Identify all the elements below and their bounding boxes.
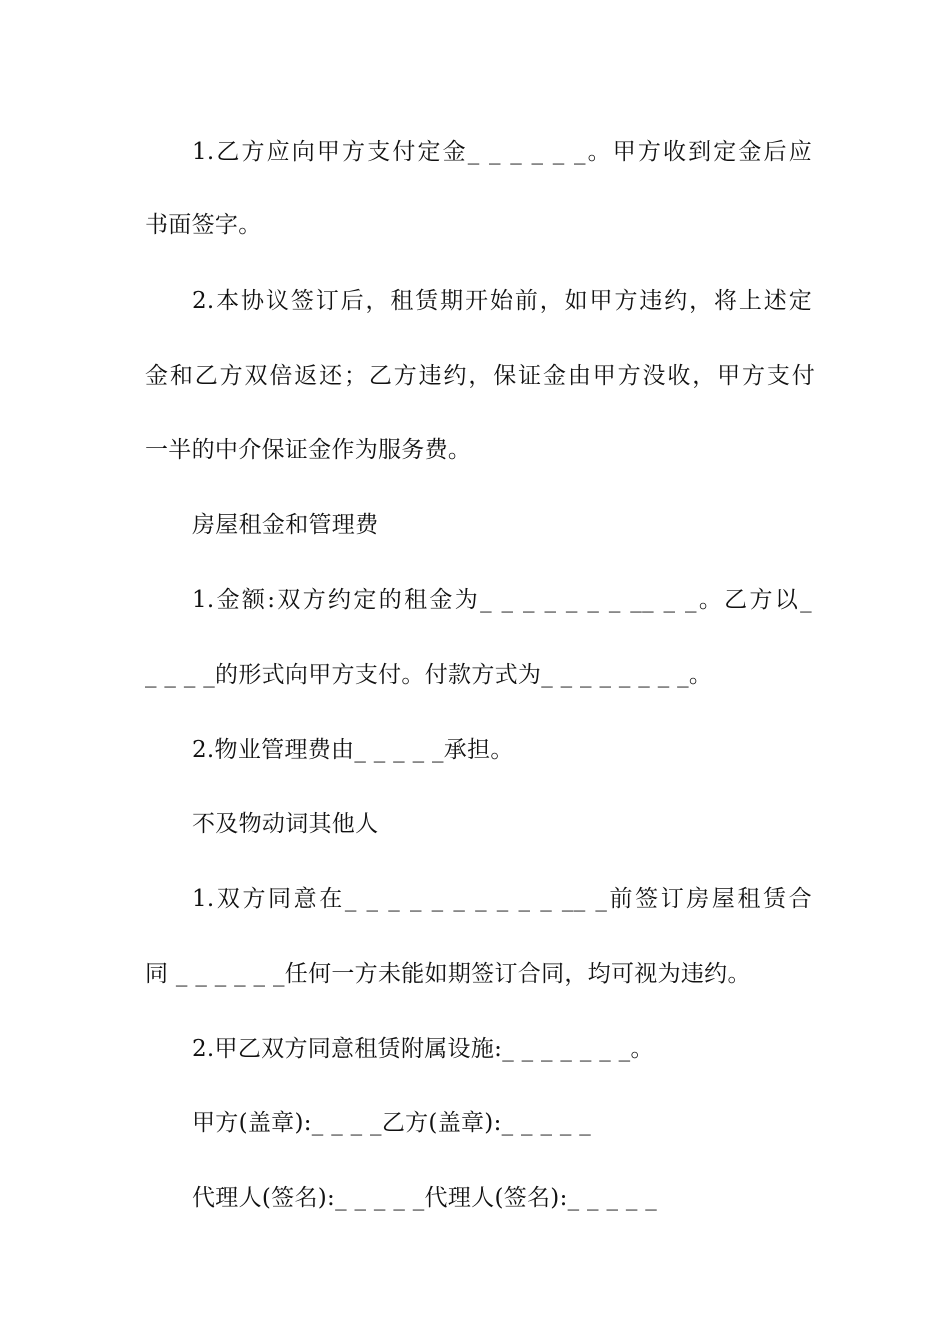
signature-agent-line: 代理人(签名):_ _ _ _ _代理人(签名):_ _ _ _ _ bbox=[192, 1185, 658, 1211]
paragraph-deposit-line-1: 1.乙方应向甲方支付定金_ _ _ _ _ _。甲方收到定金后应 bbox=[192, 139, 812, 165]
paragraph-rent-line-1: 1.金额:双方约定的租金为_ _ _ _ _ _ _ __ _ _。乙方以_ bbox=[192, 587, 812, 613]
paragraph-breach-line-1: 2.本协议签订后，租赁期开始前，如甲方违约，将上述定 bbox=[192, 288, 812, 314]
paragraph-breach-line-2: 金和乙方双倍返还；乙方违约，保证金由甲方没收，甲方支付 bbox=[145, 363, 815, 389]
paragraph-facilities: 2.甲乙双方同意租赁附属设施:_ _ _ _ _ _ _。 bbox=[192, 1036, 654, 1062]
paragraph-management-fee: 2.物业管理费由_ _ _ _ _承担。 bbox=[192, 737, 514, 763]
section-heading-rent: 房屋租金和管理费 bbox=[192, 512, 379, 538]
signature-seal-line: 甲方(盖章):_ _ _ _乙方(盖章):_ _ _ _ _ bbox=[192, 1110, 592, 1136]
paragraph-contract-line-2: 同 _ _ _ _ _ _任何一方未能如期签订合同，均可视为违约。 bbox=[145, 961, 751, 987]
section-heading-other: 不及物动词其他人 bbox=[192, 811, 379, 837]
paragraph-deposit-line-2: 书面签字。 bbox=[145, 212, 262, 238]
paragraph-contract-line-1: 1.双方同意在_ _ _ _ _ _ _ _ _ _ __ _前签订房屋租赁合 bbox=[192, 886, 812, 912]
paragraph-rent-line-2: _ _ _ _的形式向甲方支付。付款方式为_ _ _ _ _ _ _ _。 bbox=[145, 662, 713, 688]
paragraph-breach-line-3: 一半的中介保证金作为服务费。 bbox=[145, 437, 472, 463]
